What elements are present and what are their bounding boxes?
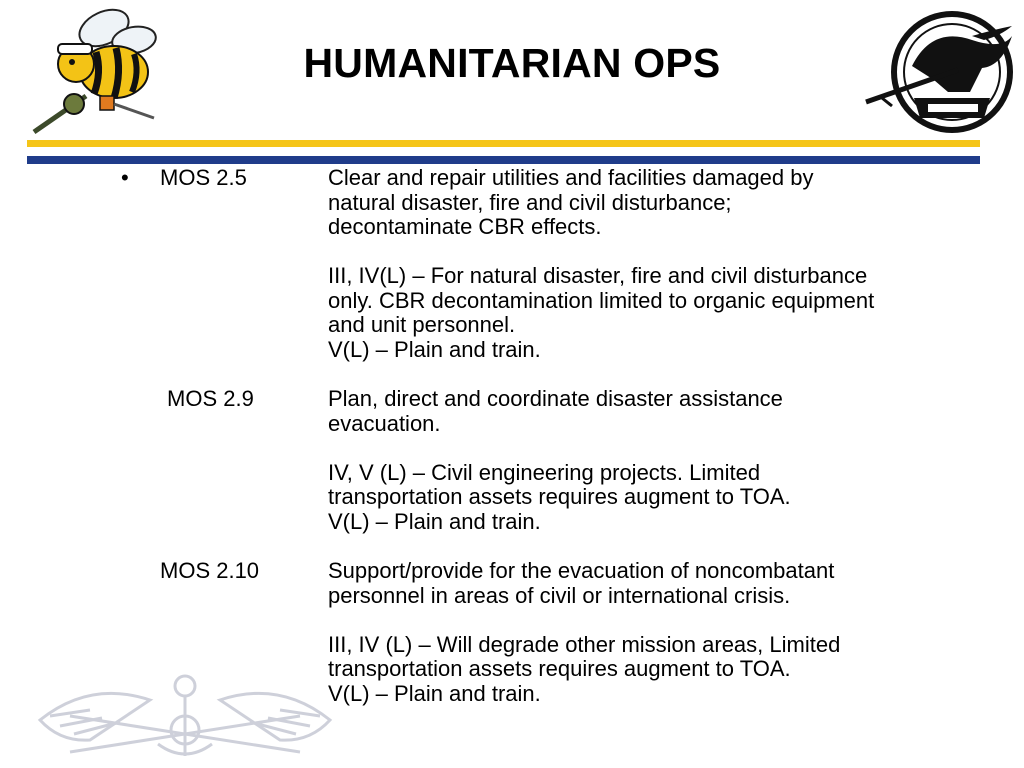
readiness-line: IV, V (L) – Civil engineering projects. Limited — [328, 459, 761, 485]
navy-insignia-watermark-icon — [30, 660, 340, 768]
mos-code: MOS 2.9 — [167, 386, 254, 411]
mos-description — [328, 166, 988, 362]
seabees-emblem-icon — [862, 6, 1020, 136]
readiness-line: III, IV(L) – For natural disaster, fire and civil disturbance — [328, 263, 868, 288]
mos-code: MOS 2.5 — [160, 165, 247, 190]
description-line: evacuation. — [328, 410, 441, 436]
readiness-line: only. CBR decontamination limited to organic equipment — [328, 287, 875, 313]
bullet-icon: • — [121, 165, 129, 190]
readiness-line: transportation assets requires augment to TOA. — [328, 484, 791, 509]
slide-title: HUMANITARIAN OPS — [303, 40, 721, 86]
readiness-line: V(L) – Plain and train. — [328, 680, 541, 706]
readiness-line: V(L) – Plain and train. — [328, 336, 541, 362]
readiness-line: transportation assets requires augment to TOA. — [328, 656, 791, 681]
description-line: Clear and repair utilities and facilities damaged by — [328, 165, 814, 190]
mos-description — [328, 559, 988, 706]
mos-description — [328, 387, 988, 534]
readiness-line: V(L) – Plain and train. — [328, 508, 541, 534]
readiness-line: and unit personnel. — [328, 312, 516, 337]
mos-code: MOS 2.10 — [160, 558, 260, 583]
description-line: personnel in areas of civil or international crisis. — [328, 582, 791, 608]
description-line: Support/provide for the evacuation of noncombatant — [328, 558, 835, 583]
description-line: natural disaster, fire and civil disturbance; — [328, 189, 732, 215]
gold-divider — [27, 140, 980, 147]
description-line: decontaminate CBR effects. — [328, 214, 602, 239]
navy-divider — [27, 156, 980, 164]
readiness-line: III, IV (L) – Will degrade other mission areas, Limited — [328, 631, 841, 657]
description-line: Plan, direct and coordinate disaster assistance — [328, 386, 783, 411]
